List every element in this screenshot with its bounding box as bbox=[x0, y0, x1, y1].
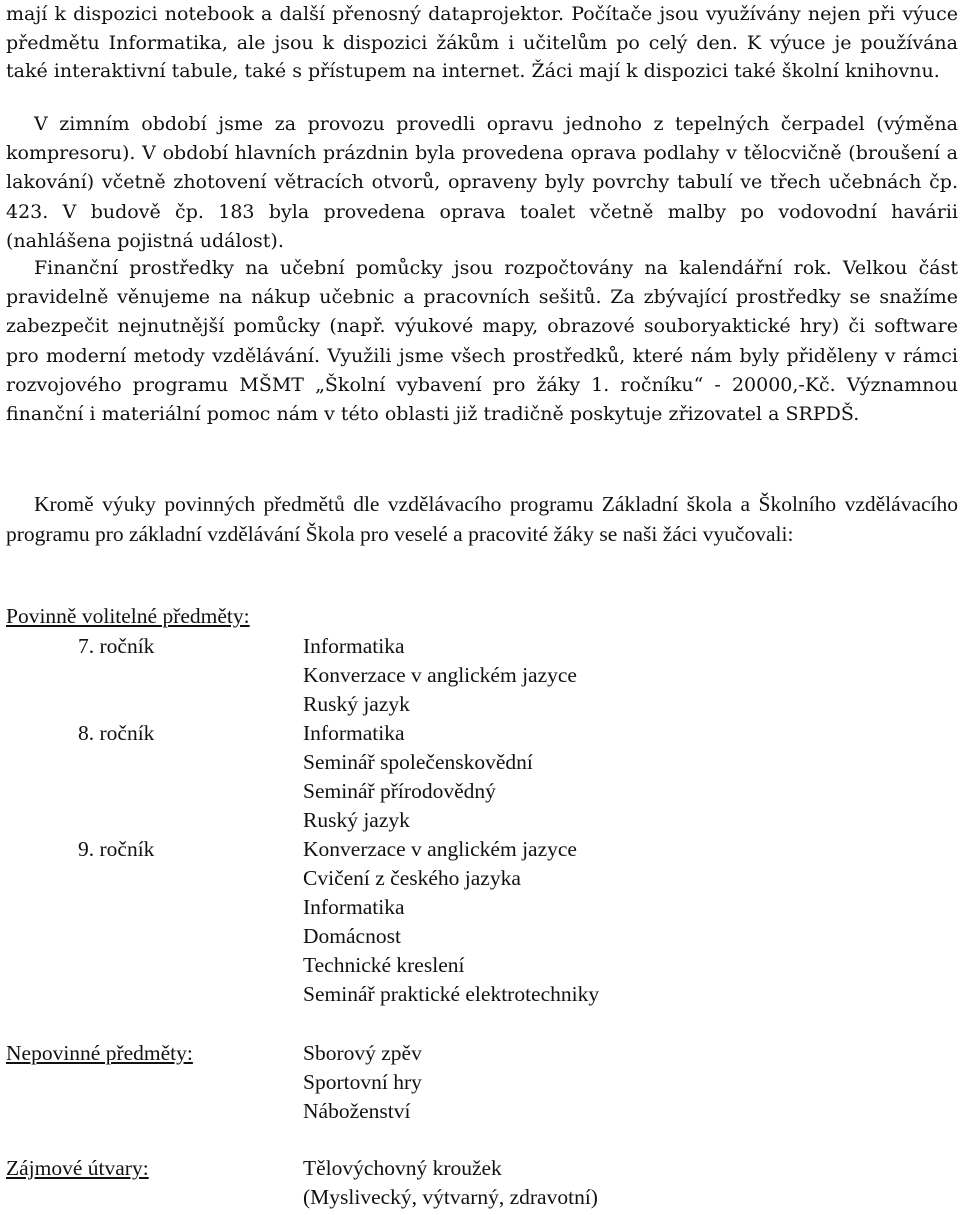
paragraph-repairs-text: V zimním období jsme za provozu provedli opravu jednoho z tepelných čerpadel (výměna kompresoru). V období hlavních prázdnin byla provedena oprava podlahy v tělocvičně (broušení a lakování) včetně zhotovení větracích otvorů, opraveny byly povrchy tabulí ve třech učebnách čp. 423. V budově čp. 183 byla provedena oprava toalet včetně malby po vodovodní havárii (nahlášena pojistná událost). bbox=[6, 113, 958, 252]
grade-9-subjects bbox=[303, 835, 599, 1009]
subject-item: Informatika bbox=[303, 634, 405, 658]
group-item: (Myslivecký, výtvarný, zdravotní) bbox=[303, 1185, 598, 1209]
grade-8-subjects bbox=[303, 719, 533, 835]
paragraph-curriculum-text: Kromě výuky povinných předmětů dle vzdělávacího programu Základní škola a Školního vzdělávacího programu pro základní vzdělávání Škola pro veselé a pracovité žáky se naši žáci vyučovali: bbox=[6, 492, 958, 546]
subject-item: Seminář praktické elektrotechniky bbox=[303, 982, 600, 1006]
subject-item: Ruský jazyk bbox=[303, 692, 410, 716]
subject-item: Seminář společenskovědní bbox=[303, 750, 533, 774]
group-item: Tělovýchovný kroužek bbox=[303, 1156, 502, 1180]
nonmandatory-subjects-heading: Nepovinné předměty: bbox=[6, 1041, 193, 1065]
optional-subjects-heading: Povinně volitelné předměty: bbox=[6, 604, 250, 628]
paragraph-curriculum bbox=[6, 490, 958, 549]
interest-groups-list bbox=[303, 1154, 598, 1212]
grade-8-label: 8. ročník bbox=[78, 721, 155, 745]
subject-item: Informatika bbox=[303, 721, 405, 745]
nonmandatory-subjects-list bbox=[303, 1039, 422, 1126]
subject-item: Konverzace v anglickém jazyce bbox=[303, 837, 577, 861]
grade-7-subjects bbox=[303, 632, 577, 719]
subject-item: Konverzace v anglickém jazyce bbox=[303, 663, 577, 687]
paragraph-equipment: mají k dispozici notebook a další přenosný dataprojektor. Počítače jsou využívány nejen při výuce předmětu Informatika, ale jsou k dispozici žákům i učitelům po celý den. K výuce je používána také interaktivní tabule, také s přístupem na internet. Žáci mají k dispozici také školní knihovnu. bbox=[6, 3, 958, 83]
subject-item: Náboženství bbox=[303, 1099, 411, 1123]
subject-item: Domácnost bbox=[303, 924, 401, 948]
subject-item: Sborový zpěv bbox=[303, 1041, 422, 1065]
subject-item: Ruský jazyk bbox=[303, 808, 410, 832]
paragraph-finances-text: Finanční prostředky na učební pomůcky jsou rozpočtovány na kalendářní rok. Velkou část pravidelně věnujeme na nákup učebnic a pracovních sešitů. Za zbývající prostředky se snažíme zabezpečit nejnutnější pomůcky (např. výukové mapy, obrazové souboryaktické hry) či software pro moderní metody vzdělávání. Využili jsme všech prostředků, které nám byly přiděleny v rámci rozvojového programu MŠMT „Školní vybavení pro žáky 1. ročníku“ - 20000,-Kč. Významnou finanční i materiální pomoc nám v této oblasti již tradičně poskytuje zřizovatel a SRPDŠ. bbox=[6, 257, 958, 426]
subject-item: Seminář přírodovědný bbox=[303, 779, 496, 803]
interest-groups-heading: Zájmové útvary: bbox=[6, 1156, 149, 1180]
subject-item: Technické kreslení bbox=[303, 953, 465, 977]
grade-9-label: 9. ročník bbox=[78, 837, 155, 861]
paragraph-repairs bbox=[6, 110, 958, 256]
subject-item: Informatika bbox=[303, 895, 405, 919]
grade-7-label: 7. ročník bbox=[78, 634, 155, 658]
paragraph-finances bbox=[6, 254, 958, 429]
subject-item: Cvičení z českého jazyka bbox=[303, 866, 521, 890]
subject-item: Sportovní hry bbox=[303, 1070, 422, 1094]
